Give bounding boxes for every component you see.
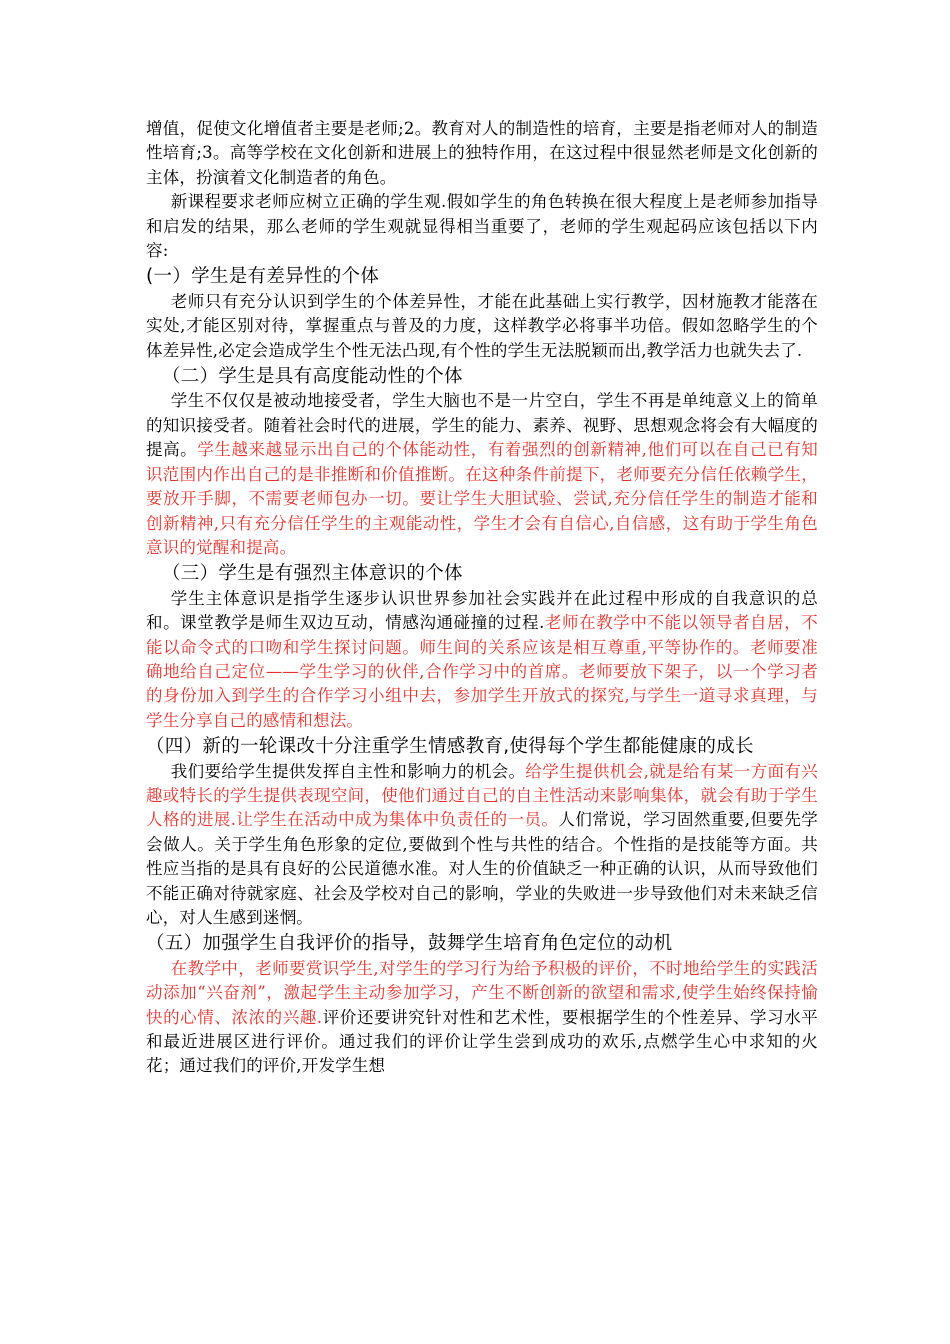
highlighted-text-run: 给学生提供机会,就是给有某一方面有兴趣或特长的学生提供表现空间，使他们通过自己的自主性活动来影响集体，就会有助于学生人格的进展.让学生在活动中成为集体中负责任的一员。	[146, 761, 818, 830]
text-run: 我们要给学生提供发挥自主性和影响力的机会。	[170, 761, 526, 781]
highlighted-text-run: 学生越来越显示出自己的个体能动性，有着强烈的创新精神,他们可以在自己已有知识范围内作出自己的是非推断和价值推断。在这种条件前提下，老师要充分信任依赖学生，要放开手脚，不需要老师包办一切。要让学生大胆试验、尝试,充分信任学生的制造才能和创新精神,只有充分信任学生的主观能动性，学生才会有自信心,自信感，这有助于学生角色意识的觉醒和提高。	[146, 440, 818, 557]
text-run: 学生不仅仅是被动地接受者，学生大脑也不是一片空白，学生不再是单纯意义上的简单的知识接受者。随着社会时代的进展，学生的能力、素养、视野、思想观念将会有大幅度的提高。	[146, 391, 818, 460]
paragraph-section-2	[146, 389, 818, 560]
text-run: 老师只有充分认识到学生的个体差异性，才能在此基础上实行教学，因材施教才能落在实处,才能区别对待，掌握重点与普及的力度，这样教学必将事半功倍。假如忽略学生的个体差异性,必定会造成学生个性无法凸现,有个性的学生无法脱颖而出,教学活力也就失去了.	[146, 291, 818, 360]
section-heading-1: (一）学生是有差异性的个体	[146, 266, 380, 288]
paragraph-section-1	[146, 290, 818, 363]
paragraph-section-5	[146, 957, 818, 1079]
section-heading-3: （三）学生是有强烈主体意识的个体	[162, 563, 463, 585]
text-run: 新课程要求老师应树立正确的学生观.假如学生的角色转换在很大程度上是老师参加指导和启发的结果，那么老师的学生观就显得相当重要了，老师的学生观起码应该包括以下内容:	[146, 192, 818, 261]
section-heading-2: （二）学生是具有高度能动性的个体	[162, 366, 463, 388]
highlighted-text-run: 在教学中，老师要赏识学生,对学生的学习行为给予积极的评价，不时地给学生的实践活动添加“兴奋剂”，激起学生主动参加学习，产生不断创新的欲望和需求,使学生始终保持愉快的心情、浓浓的兴趣.	[146, 958, 818, 1027]
paragraph-section-3	[146, 587, 818, 733]
paragraph-section-4	[146, 760, 818, 931]
section-heading-5: （五）加强学生自我评价的指导，鼓舞学生培育角色定位的动机	[146, 933, 673, 955]
highlighted-text-run: 老师在教学中不能以领导者自居，不能以命令式的口吻和学生探讨问题。师生间的关系应该是相互尊重,平等协作的。老师要准确地给自己定位——学生学习的伙伴,合作学习中的首席。老师要放下架子，以一个学习者的身份加入到学生的合作学习小组中去，参加学生开放式的探究,与学生一道寻求真理，与学生分享自己的感情和想法。	[146, 613, 819, 730]
paragraph-intro-continued	[146, 117, 818, 190]
text-run: 增值，促使文化增值者主要是老师;2。教育对人的制造性的培育，主要是指老师对人的制造性培育;3。高等学校在文化创新和进展上的独特作用，在这过程中很显然老师是文化创新的主体，扮演着文化制造者的角色。	[146, 119, 818, 187]
text-run: 人们常说，学习固然重要,但要先学会做人。关于学生角色形象的定位,要做到个性与共性的结合。个性指的是技能等方面。共性应当指的是具有良好的公民道德水准。对人生的价值缺乏一种正确的认识，从而导致他们不能正确对待就家庭、社会及学校对自己的影响，学业的失败进一步导致他们对未来缺乏信心，对人生感到迷惘。	[146, 810, 818, 927]
text-run: 学生主体意识是指学生逐步认识世界参加社会实践并在此过程中形成的自我意识的总和。课堂教学是师生双边互动，情感沟通碰撞的过程.	[146, 588, 818, 633]
section-heading-4: （四）新的一轮课改十分注重学生情感教育,使得每个学生都能健康的成长	[146, 736, 754, 758]
text-run: 评价还要讲究针对性和艺术性，要根据学生的个性差异、学习水平和最近进展区进行评价。通过我们的评价让学生尝到成功的欢乐,点燃学生心中求知的火花；通过我们的评价,开发学生想	[146, 1007, 818, 1076]
paragraph-student-view	[146, 190, 818, 263]
document-page	[146, 117, 818, 1079]
